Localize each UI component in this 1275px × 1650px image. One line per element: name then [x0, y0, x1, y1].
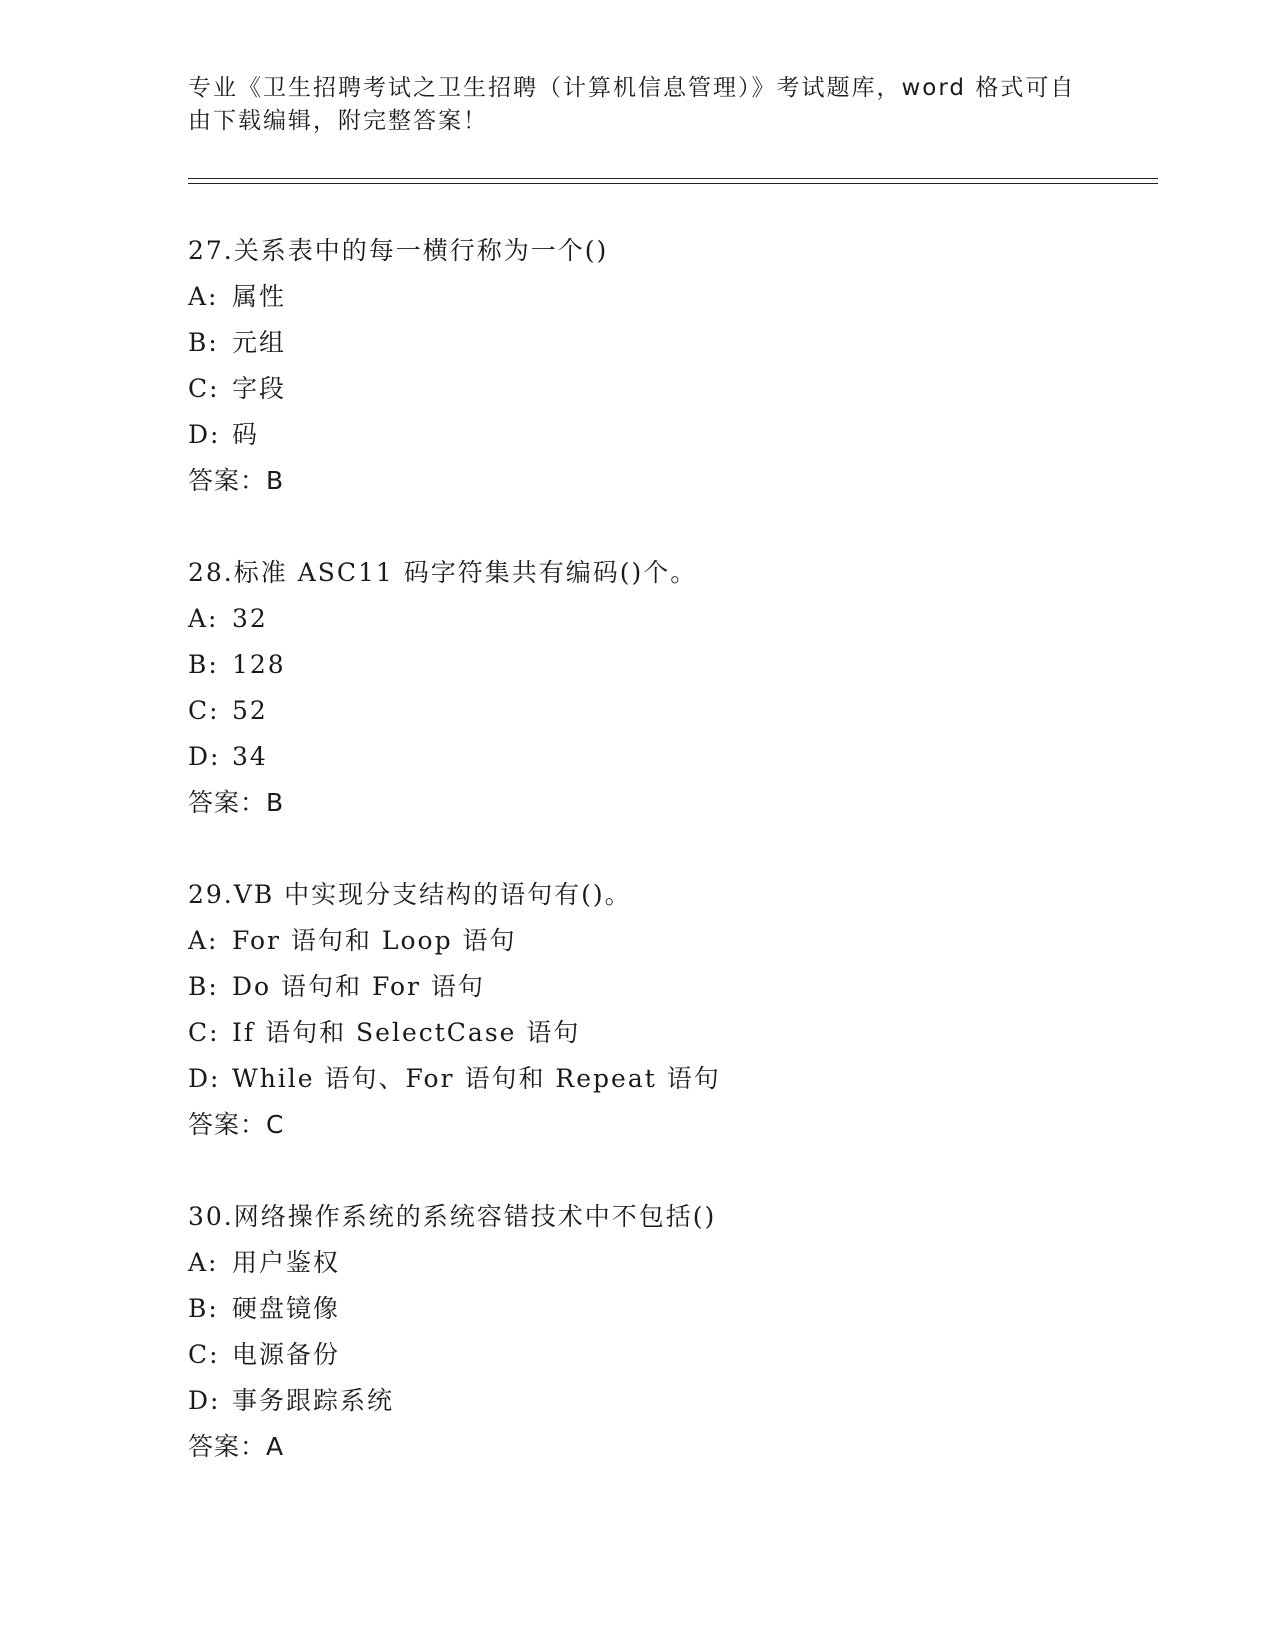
question-stem: 28.标准 ASC11 码字符集共有编码()个。: [188, 558, 698, 587]
option-a: [188, 596, 1138, 642]
option-text: 硬盘镜像: [232, 1294, 341, 1323]
option-label: D:: [188, 1064, 221, 1093]
option-label: A:: [188, 282, 219, 311]
document-header: [188, 72, 1088, 138]
option-text: 属性: [232, 282, 287, 311]
answer-line: 答案：B: [188, 788, 285, 817]
option-b: [188, 320, 1138, 366]
option-label: A:: [188, 1248, 219, 1277]
answer-line: 答案：B: [188, 466, 285, 495]
option-label: C:: [188, 1018, 220, 1047]
option-text: Do 语句和 For 语句: [232, 972, 485, 1001]
option-d: [188, 1378, 1138, 1424]
header-divider-top: [188, 178, 1158, 179]
option-label: B:: [188, 972, 219, 1001]
option-text: 元组: [232, 328, 287, 357]
option-c: [188, 688, 1138, 734]
question-stem: 30.网络操作系统的系统容错技术中不包括(): [188, 1202, 717, 1231]
option-b: [188, 642, 1138, 688]
option-b: [188, 964, 1138, 1010]
option-d: [188, 1056, 1138, 1102]
option-a: [188, 274, 1138, 320]
option-c: [188, 1010, 1138, 1056]
option-label: C:: [188, 374, 220, 403]
question-28: [188, 550, 1138, 826]
header-divider-bottom: [188, 183, 1158, 184]
option-text: For 语句和 Loop 语句: [232, 926, 517, 955]
answer-line: 答案：A: [188, 1432, 285, 1461]
option-label: A:: [188, 604, 219, 633]
option-label: B:: [188, 650, 219, 679]
option-b: [188, 1286, 1138, 1332]
option-label: C:: [188, 696, 220, 725]
option-text: 34: [232, 742, 268, 771]
option-text: 电源备份: [232, 1340, 341, 1369]
option-c: [188, 1332, 1138, 1378]
option-text: 码: [232, 420, 260, 449]
option-d: [188, 734, 1138, 780]
option-text: 事务跟踪系统: [232, 1386, 395, 1415]
option-label: D:: [188, 742, 221, 771]
option-d: [188, 412, 1138, 458]
header-line-2: 由下载编辑，附完整答案！: [188, 108, 488, 134]
question-stem: 27.关系表中的每一横行称为一个(): [188, 236, 609, 265]
option-label: D:: [188, 420, 221, 449]
option-c: [188, 366, 1138, 412]
question-27: [188, 228, 1138, 504]
question-30: [188, 1194, 1138, 1470]
option-label: B:: [188, 1294, 219, 1323]
option-text: While 语句、For 语句和 Repeat 语句: [232, 1064, 721, 1093]
option-a: [188, 1240, 1138, 1286]
option-text: 52: [232, 696, 268, 725]
option-label: A:: [188, 926, 219, 955]
option-a: [188, 918, 1138, 964]
option-text: If 语句和 SelectCase 语句: [232, 1018, 581, 1047]
question-stem: 29.VB 中实现分支结构的语句有()。: [188, 880, 632, 909]
header-line-1: 专业《卫生招聘考试之卫生招聘（计算机信息管理）》考试题库，word 格式可自: [188, 75, 1076, 101]
question-29: [188, 872, 1138, 1148]
answer-line: 答案：C: [188, 1110, 285, 1139]
option-text: 32: [232, 604, 268, 633]
option-text: 128: [232, 650, 286, 679]
option-text: 字段: [232, 374, 287, 403]
option-label: C:: [188, 1340, 220, 1369]
option-label: B:: [188, 328, 219, 357]
option-label: D:: [188, 1386, 221, 1415]
option-text: 用户鉴权: [232, 1248, 341, 1277]
